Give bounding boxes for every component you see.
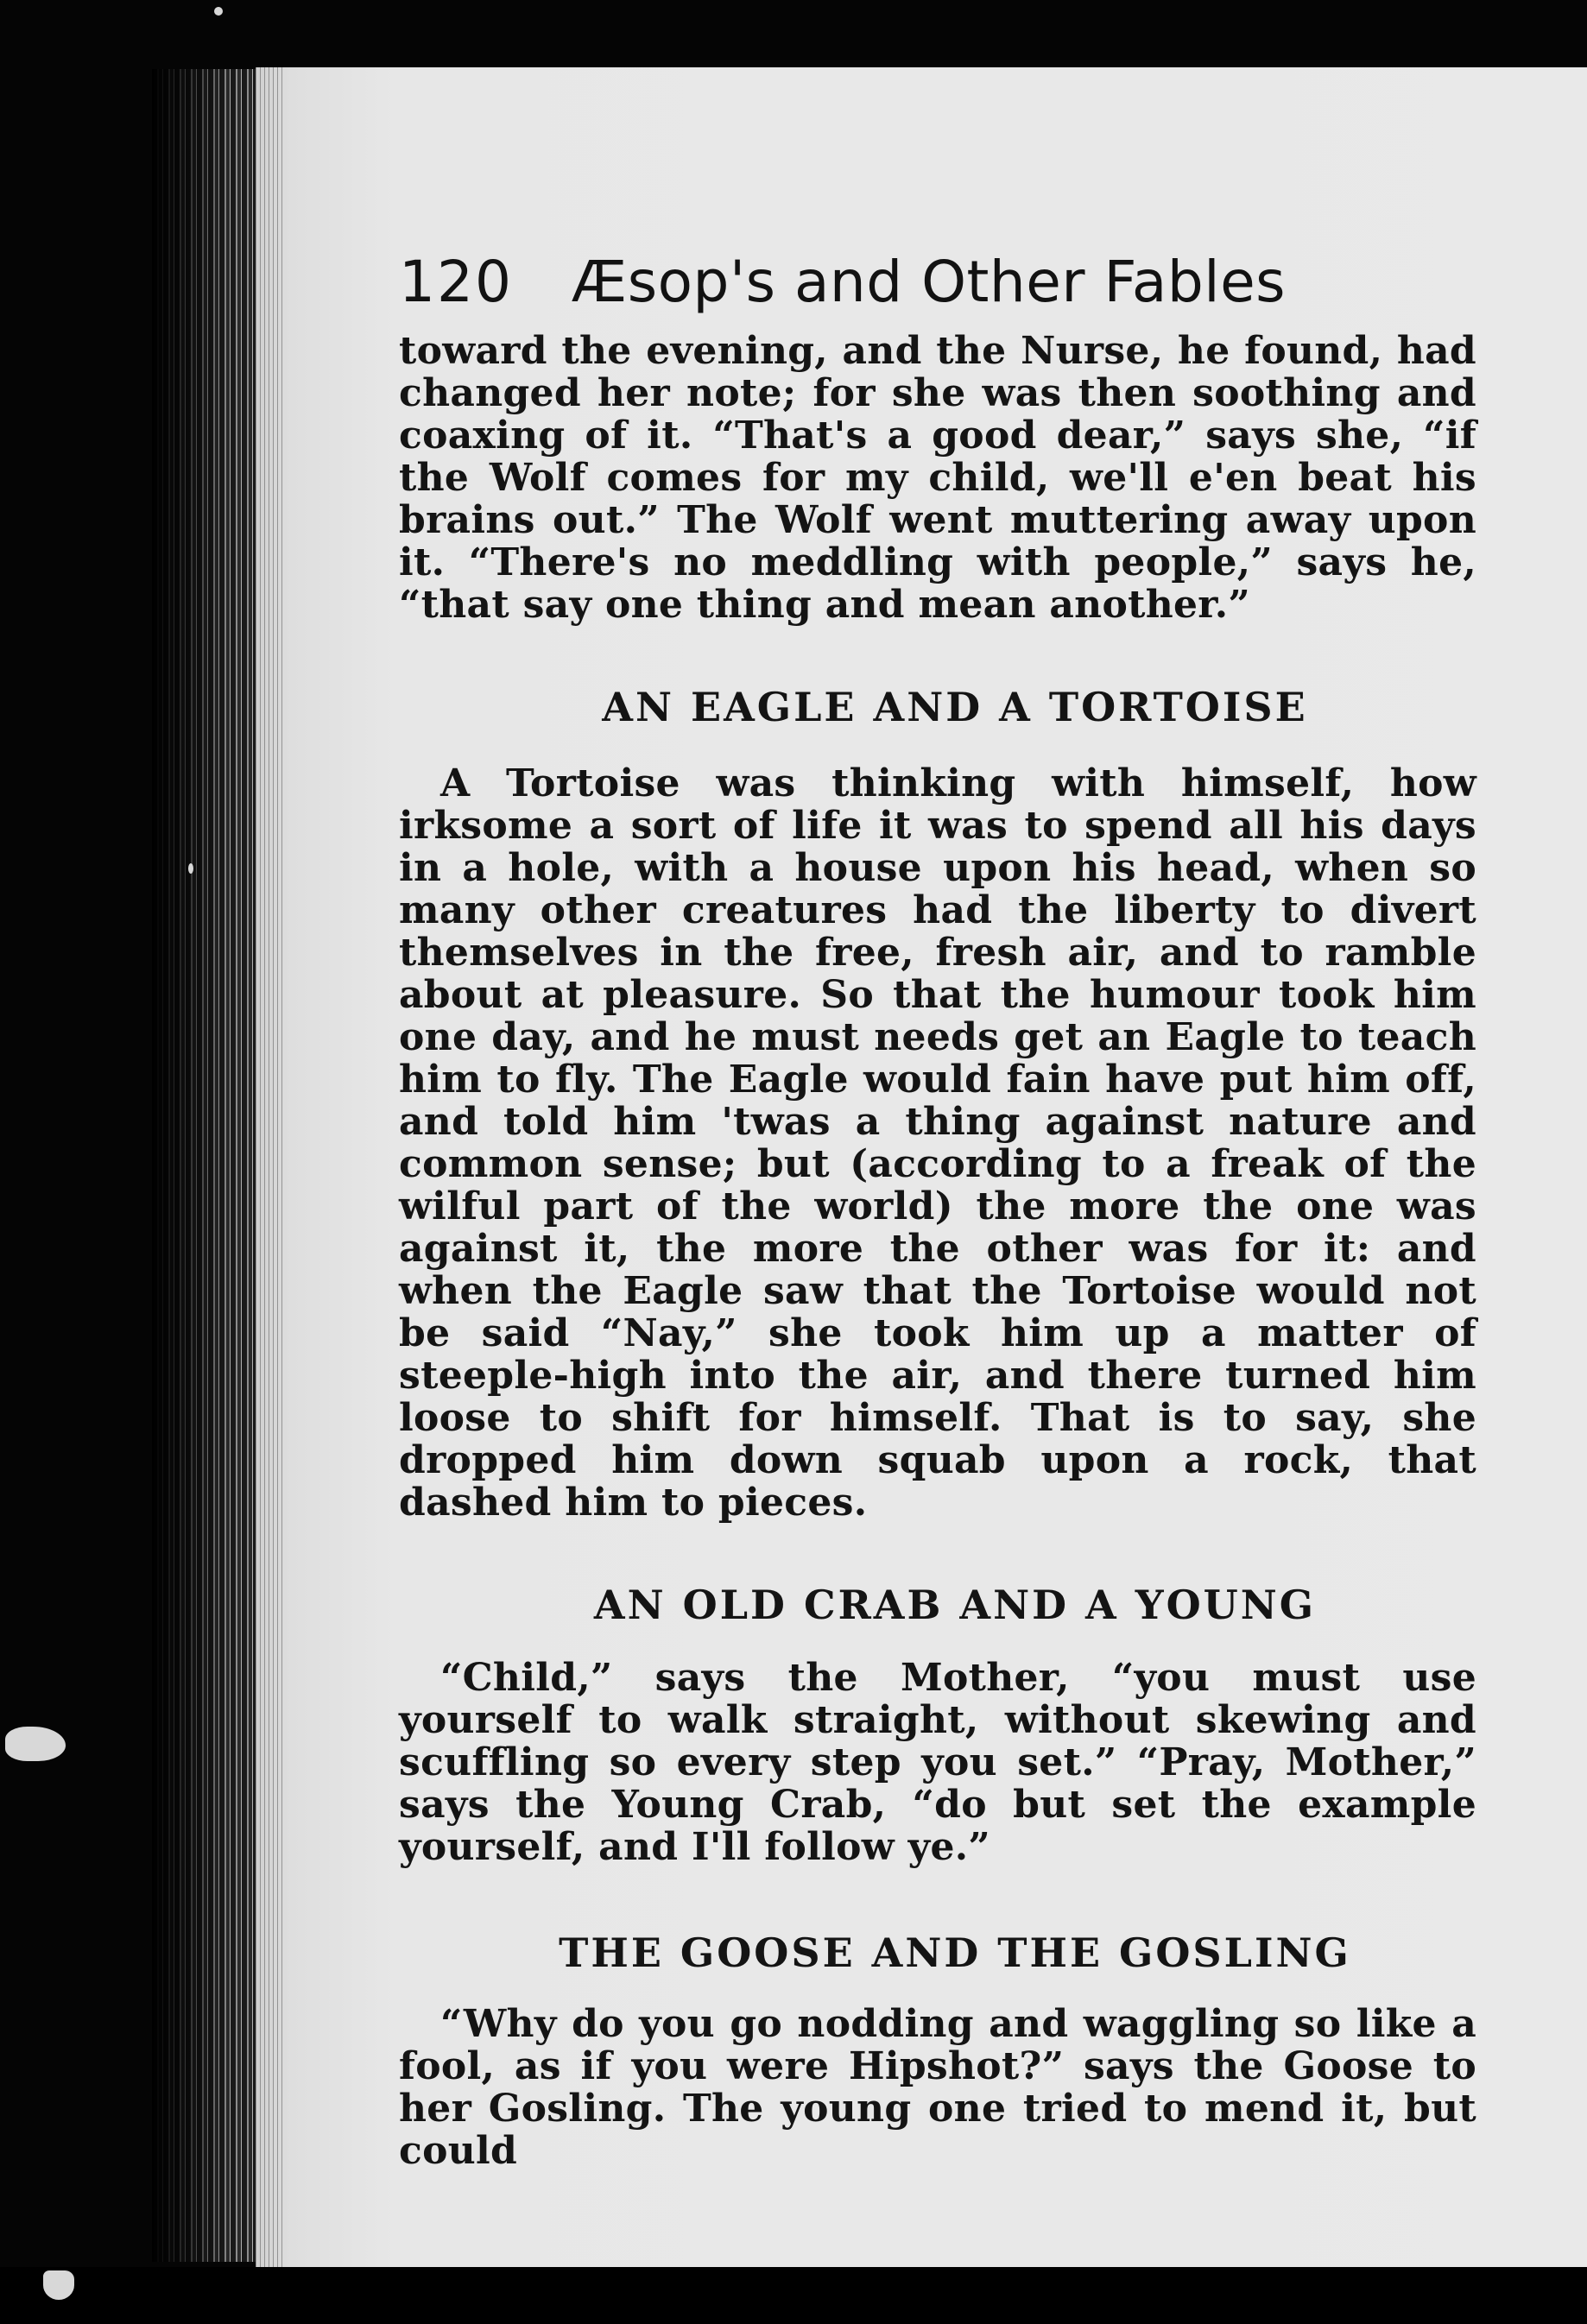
scan-speck <box>43 2270 74 2300</box>
fable-title: AN OLD CRAB AND A YOUNG <box>593 1582 1317 1628</box>
scan-speck <box>214 7 223 16</box>
continuation-paragraph: toward the evening, and the Nurse, he found, had changed her note; for she was then soothing and coaxing of it. “That's a good dear,” says she, “if the Wolf comes for my child, we'll e'en beat his brains out.” The Wolf went muttering away upon it. “There's no meddling with people,” says he, “that say one thing and mean another.” <box>399 329 1476 627</box>
fable-paragraph: A Tortoise was thinking with himself, how irksome a sort of life it was to spend all his days in a hole, with a house upon his head, when so many other creatures had the liberty to divert themselves in the free, fresh air, and to ramble about at pleasure. So that the humour took him one day, and he must needs get an Eagle to teach him to fly. The Eagle would fain have put him off, and told him 'twas a thing against nature and common sense; but (according to a freak of the wilful part of the world) the more the one was against it, the more the other was for it: and when the Eagle saw that the Tortoise would not be said “Nay,” she took him up a matter of steeple-high into the air, and there turned him loose to shift for himself. That is to say, she dropped him down squab upon a rock, that dashed him to pieces. <box>399 761 1476 1525</box>
scan-speck <box>188 863 193 874</box>
running-head <box>399 235 1476 330</box>
gutter-lines <box>256 67 285 2267</box>
bottom-border <box>0 2267 1587 2324</box>
page-number: 120 <box>399 249 513 315</box>
page-edges-shadow <box>152 69 230 2262</box>
fable-paragraph: “Why do you go nodding and waggling so like a fool, as if you were Hipshot?” says the Goose to her Gosling. The young one tried to mend it, but could <box>399 2002 1476 2173</box>
scan-speck <box>5 1727 66 1761</box>
fable-title: AN EAGLE AND A TORTOISE <box>602 684 1308 730</box>
fable-paragraph: “Child,” says the Mother, “you must use yourself to walk straight, without skewing and scuffling so every step you set.” “Pray, Mother,” says the Young Crab, “do but set the example yourself, and I'll follow ye.” <box>399 1656 1476 1869</box>
book-title: Æsop's and Other Fables <box>572 249 1287 315</box>
page-text <box>399 235 1476 2172</box>
fable-title: THE GOOSE AND THE GOSLING <box>559 1929 1351 1976</box>
